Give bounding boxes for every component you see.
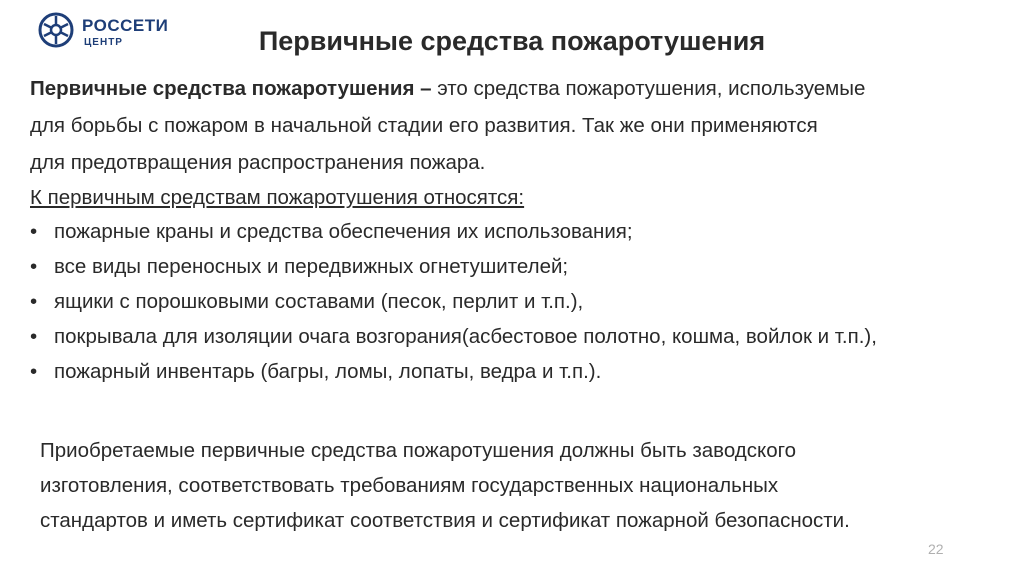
list-item: • пожарный инвентарь (багры, ломы, лопаты, ведра и т.п.). <box>30 354 1005 389</box>
list-item: • ящики с порошковыми составами (песок, перлит и т.п.), <box>30 284 1005 319</box>
list-heading: К первичным средствам пожаротушения относятся: <box>30 186 525 209</box>
logo-subtitle: ЦЕНТР <box>84 37 123 48</box>
main-content <box>30 70 1005 389</box>
list-item: • пожарные краны и средства обеспечения их использования; <box>30 214 1005 249</box>
intro-line-2: для борьбы с пожаром в начальной стадии его развития. Так же они применяются <box>30 114 818 137</box>
logo-name: РОССЕТИ <box>82 16 169 35</box>
list-item: • все виды переносных и передвижных огнетушителей; <box>30 249 1005 284</box>
closing-line-2: изготовления, соответствовать требованиям государственных национальных <box>40 474 779 497</box>
intro-term: Первичные средства пожаротушения – <box>30 77 432 100</box>
intro-line-3: для предотвращения распространения пожара. <box>30 151 486 174</box>
closing-paragraph <box>40 433 1015 538</box>
intro-text-1: это средства пожаротушения, используемые <box>431 77 866 100</box>
closing-line-1: Приобретаемые первичные средства пожаротушения должны быть заводского <box>40 439 797 462</box>
page-title: Первичные средства пожаротушения <box>258 26 766 56</box>
list-item: • покрывала для изоляции очага возгорания(асбестовое полотно, кошма, войлок и т.п.), <box>30 319 1005 354</box>
page-number: 22 <box>928 541 944 557</box>
means-list <box>30 214 1005 389</box>
intro-line-1 <box>30 70 1005 107</box>
closing-line-3: стандартов и иметь сертификат соответствия и сертификат пожарной безопасности. <box>40 509 850 532</box>
